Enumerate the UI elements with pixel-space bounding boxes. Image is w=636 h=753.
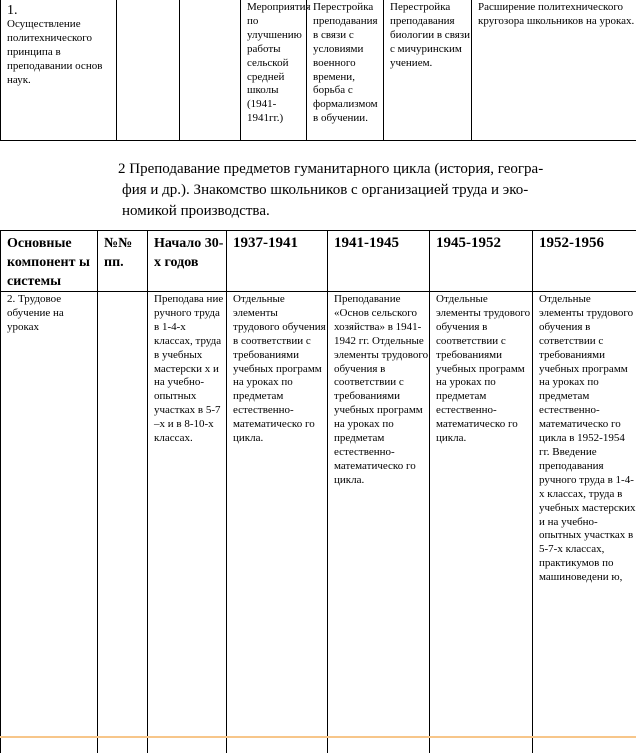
column-header-1937-1941: 1937-1941 <box>227 231 328 292</box>
start-30s-cell: Преподава ние ручного труда в 1-4-х классах, труда в учебных мастерски х и на учебно-опытных участках в 5-7 –х и в 8-10-х классах. <box>148 292 227 753</box>
period-1937-1941-cell: Мероприятия по улучшению работы сельской средней школы (1941-1941гг.) <box>241 0 307 141</box>
column-header-1945-1952: 1945-1952 <box>430 231 533 292</box>
column-header-start-30s: Начало 30-х годов <box>148 231 227 292</box>
period-1937-1941-cell: Отдельные элементы трудового обучения в соответствии с требованиями учебных программ на уроках по предметам естественно-математическо го цикла. <box>227 292 328 753</box>
component-cell <box>1 0 117 141</box>
section-heading-line: фия и др.). Знакомство школьников с организацией труда и эко- <box>118 180 598 201</box>
component-text: Осуществление политехнического принципа в преподавании основ наук. <box>7 18 102 86</box>
period-1952-1956-cell: Отдельные элементы трудового обучения в сответствии с требованиями учебных программ на уроках по предметам естественно-математическо го цикла в 1952-1954 гг. Введение преподавания ручного труда в 1-4-х классах, труда в учебных мастерских и на учебно-опытных участках в 5-7-х классах, практикумов по машиноведени ю, <box>533 292 636 753</box>
period-1945-1952-cell: Отдельные элементы трудового обучения в соответствии с требованиями учебных программ на уроках по предметам естественно-математическо го цикла. <box>430 292 533 753</box>
section-heading-line: 2 Преподавание предметов гуманитарного цикла (история, геогра- <box>118 159 598 180</box>
period-1941-1945-cell: Перестройка преподавания в связи с условиями военного времени, борьба с формализмом в обучении. <box>307 0 384 141</box>
start-30s-cell <box>180 0 241 141</box>
period-1945-1952-cell: Перестройка преподавания биологии в связи с мичуринским учением. <box>384 0 472 141</box>
top-table-fragment <box>0 0 636 141</box>
main-table <box>0 230 636 753</box>
row-number: 1. <box>7 4 116 18</box>
period-1952-1956-cell: Расширение политехнического кругозора школьников на уроках. <box>472 0 636 141</box>
section-heading-line: номикой производства. <box>118 201 598 222</box>
number-cell <box>98 292 148 753</box>
component-cell: 2. Трудовое обучение на уроках <box>1 292 98 753</box>
column-header-components: Основные компонент ы системы <box>1 231 98 292</box>
table-row <box>1 0 636 141</box>
table-row <box>1 292 636 753</box>
column-header-1952-1956: 1952-1956 <box>533 231 636 292</box>
table-header-row <box>1 231 636 292</box>
column-header-number: №№ пп. <box>98 231 148 292</box>
column-header-1941-1945: 1941-1945 <box>328 231 430 292</box>
number-cell <box>117 0 180 141</box>
section-heading <box>118 159 598 222</box>
period-1941-1945-cell: Преподавание «Основ сельского хозяйства» в 1941-1942 гг. Отдельные элементы трудового обучения в соответствии с требованиями учебных программ на уроках по предметам естественно-математическо го цикла. <box>328 292 430 753</box>
